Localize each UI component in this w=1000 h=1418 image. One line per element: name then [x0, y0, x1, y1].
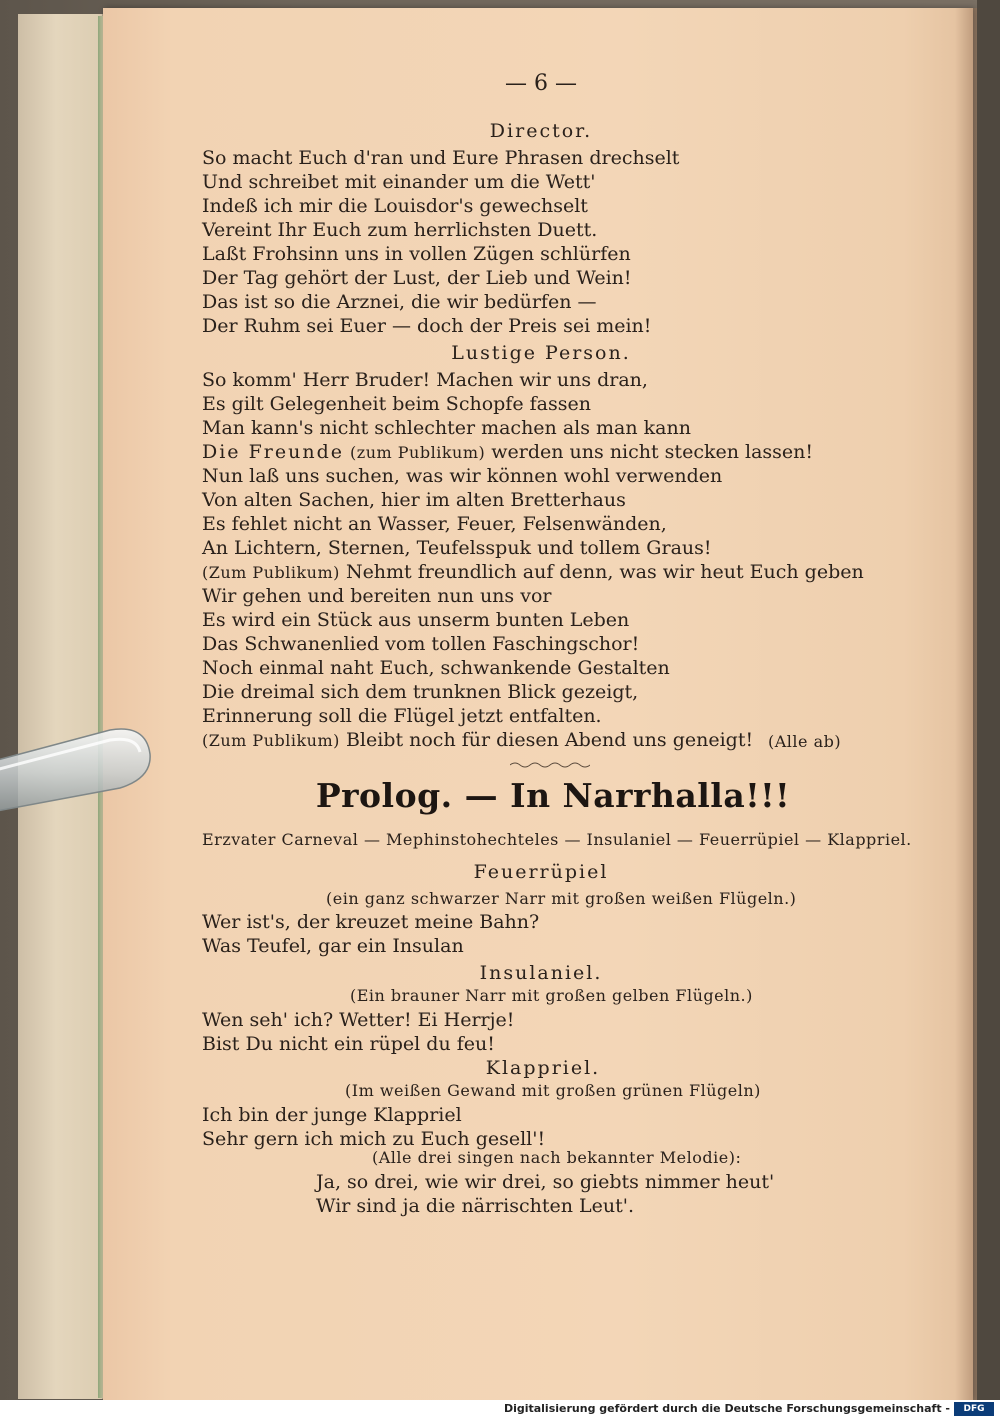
text-line: Wen seh' ich? Wetter! Ei Herrje!	[202, 1009, 515, 1031]
page-number: — 6 —	[505, 71, 577, 96]
stage-direction: (Zum Publikum)	[202, 563, 340, 582]
speaker-director: Director.	[489, 120, 593, 142]
line-text: Bleibt noch für diesen Abend uns geneigt!	[345, 729, 754, 751]
stage-direction: (Alle drei singen nach bekannter Melodie):	[372, 1148, 742, 1167]
text-line	[202, 440, 813, 465]
emphasis-text: Die Freunde	[202, 441, 344, 463]
line-text: Nehmt freundlich auf denn, was wir heut Euch geben	[345, 561, 864, 583]
stage-direction: (ein ganz schwarzer Narr mit großen weißen Flügeln.)	[326, 889, 797, 908]
text-line: Ich bin der junge Klappriel	[202, 1104, 462, 1126]
glass-page-weight	[0, 708, 180, 818]
text-line: Die dreimal sich dem trunknen Blick gezeigt,	[202, 681, 639, 703]
text-line: Bist Du nicht ein rüpel du feu!	[202, 1033, 495, 1055]
text-line: Das ist so die Arznei, die wir bedürfen —	[202, 291, 597, 313]
text-line: Es fehlet nicht an Wasser, Feuer, Felsenwänden,	[202, 513, 667, 535]
speaker-lustige-person: Lustige Person.	[451, 342, 631, 364]
text-line: Es gilt Gelegenheit beim Schopfe fassen	[202, 393, 591, 415]
text-line: Vereint Ihr Euch zum herrlichsten Duett.	[202, 219, 598, 241]
text-line: Und schreibet mit einander um die Wett'	[202, 171, 596, 193]
ornament-divider	[510, 760, 590, 770]
text-line: Man kann's nicht schlechter machen als man kann	[202, 417, 691, 439]
book-cover-edge	[18, 14, 103, 1399]
text-line: Es wird ein Stück aus unserm bunten Leben	[202, 609, 630, 631]
footer-bar	[0, 1400, 1000, 1418]
page-fold-shadow	[955, 8, 977, 1400]
footer-credit: Digitalisierung gefördert durch die Deutsche Forschungsgemeinschaft -	[503, 1402, 950, 1415]
text-line: Ja, so drei, wie wir drei, so giebts nimmer heut'	[316, 1171, 775, 1193]
text-line: Noch einmal naht Euch, schwankende Gestalten	[202, 657, 670, 679]
text-line: An Lichtern, Sternen, Teufelsspuk und tollem Graus!	[202, 537, 712, 559]
scanner-bed-edge	[977, 0, 1000, 1400]
text-line: Von alten Sachen, hier im alten Bretterhaus	[202, 489, 626, 511]
text-line	[202, 728, 753, 753]
text-line: Nun laß uns suchen, was wir können wohl verwenden	[202, 465, 723, 487]
text-line: Wir gehen und bereiten nun uns vor	[202, 585, 552, 607]
dfg-logo: DFG	[954, 1402, 994, 1416]
text-line: Was Teufel, gar ein Insulan	[202, 935, 464, 957]
cast-list: Erzvater Carneval — Mephinstohechteles — Insulaniel — Feuerrüpiel — Klappriel.	[202, 830, 912, 849]
text-line: Der Tag gehört der Lust, der Lieb und Wein!	[202, 267, 632, 289]
text-line: Das Schwanenlied vom tollen Faschingschor!	[202, 633, 640, 655]
stage-direction: (Zum Publikum)	[202, 731, 340, 750]
text-line: Erinnerung soll die Flügel jetzt entfalten.	[202, 705, 602, 727]
text-line: Wer ist's, der kreuzet meine Bahn?	[202, 911, 540, 933]
stage-direction: (zum Publikum)	[350, 443, 486, 462]
text-line: So komm' Herr Bruder! Machen wir uns dran,	[202, 369, 648, 391]
line-text: werden uns nicht stecken lassen!	[491, 441, 814, 463]
speaker-feuerruepiel: Feuerrüpiel	[473, 861, 609, 883]
text-line: Indeß ich mir die Louisdor's gewechselt	[202, 195, 588, 217]
stage-direction: (Ein brauner Narr mit großen gelben Flügeln.)	[350, 986, 753, 1005]
text-line: Laßt Frohsinn uns in vollen Zügen schlürfen	[202, 243, 631, 265]
section-title: Prolog. — In Narrhalla!!!	[315, 776, 791, 815]
stage-direction: (Alle ab)	[768, 732, 842, 751]
speaker-klappriel: Klappriel.	[485, 1057, 601, 1079]
text-line	[202, 560, 864, 585]
text-line: Sehr gern ich mich zu Euch gesell'!	[202, 1128, 546, 1150]
text-line: So macht Euch d'ran und Eure Phrasen drechselt	[202, 147, 680, 169]
speaker-insulaniel: Insulaniel.	[479, 962, 603, 984]
stage-direction: (Im weißen Gewand mit großen grünen Flügeln)	[345, 1081, 761, 1100]
text-line: Der Ruhm sei Euer — doch der Preis sei mein!	[202, 315, 652, 337]
text-line: Wir sind ja die närrischten Leut'.	[316, 1195, 635, 1217]
